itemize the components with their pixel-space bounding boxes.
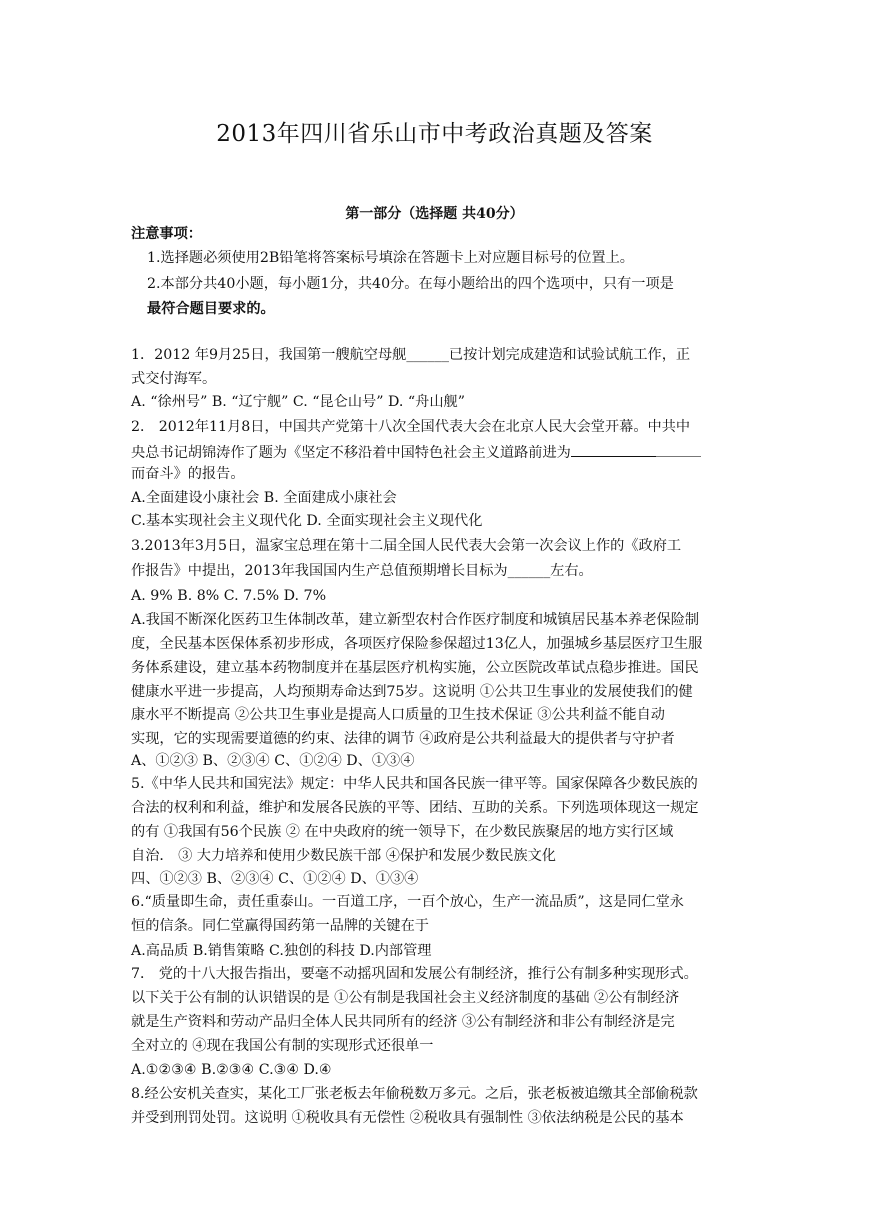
question-line: 合法的权利和利益，维护和发展各民族的平等、团结、互助的关系。下列选项体现这一规定 [131, 800, 699, 816]
option-line: A.①②③④ B.②③④ C.③④ D.④ [131, 1062, 332, 1078]
option-line: 四、①②③ B、②③④ C、①②④ D、①③④ [131, 871, 419, 887]
notes-heading: 注意事项： [131, 226, 202, 242]
option-line: A.高品质 B.销售策略 C.独创的科技 D.内部管理 [131, 943, 432, 959]
question-line: 以下关于公有制的认识错误的是 ①公有制是我国社会主义经济制度的基础 ②公有制经济 [131, 990, 680, 1006]
answer-blank [571, 442, 656, 457]
question-line: 作报告》中提出，2013年我国国内生产总值预期增长目标为______左右。 [131, 563, 593, 579]
option-line: A. 9% B. 8% C. 7.5% D. 7% [131, 588, 327, 604]
answer-blank [656, 442, 701, 457]
question-line: 实现，它的实现需要道德的约束、法律的调节 ④政府是公共利益最大的提供者与守护者 [131, 731, 675, 747]
question-line: 而奋斗》的报告。 [131, 466, 245, 482]
question-line: 7． 党的十八大报告指出，要毫不动摇巩固和发展公有制经济，推行公有制多种实现形式。 [131, 966, 698, 982]
page-title: 2013年四川省乐山市中考政治真题及答案 [216, 121, 653, 147]
question-line: 1．2012 年9月25日，我国第一艘航空母舰______已按计划完成建造和试验试航工作，正 [131, 347, 691, 363]
option-line: A、①②③ B、②③④ C、①②④ D、①③④ [131, 753, 415, 769]
question-line: A.我国不断深化医药卫生体制改革，建立新型农村合作医疗制度和城镇居民基本养老保险制 [131, 612, 700, 628]
question-line: 8.经公安机关查实，某化工厂张老板去年偷税数万多元。之后，张老板被追缴其全部偷税款 [131, 1086, 698, 1102]
question-text: 央总书记胡锦涛作了题为《坚定不移沿着中国特色社会主义道路前进为 [131, 445, 571, 461]
question-line: 康水平不断提高 ②公共卫生事业是提高人口质量的卫生技术保证 ③公共利益不能自动 [131, 707, 665, 723]
question-line: 的有 ①我国有56个民族 ② 在中央政府的统一领导下，在少数民族聚居的地方实行区域 [131, 824, 674, 840]
question-line: 度，全民基本医保体系初步形成，各项医疗保险参保超过13亿人，加强城乡基层医疗卫生服 [131, 636, 703, 652]
question-line: 健康水平进一步提高，人均预期寿命达到75岁。这说明 ①公共卫生事业的发展使我们的健 [131, 684, 693, 700]
note-line: 最符合题目要求的。 [147, 301, 275, 317]
question-line: 恒的信条。同仁堂赢得国药第一品牌的关键在于 [131, 918, 429, 934]
question-line: 并受到刑罚处罚。这说明 ①税收具有无偿性 ②税收具有强制性 ③依法纳税是公民的基本 [131, 1110, 684, 1126]
question-line: 3.2013年3月5日，温家宝总理在第十二届全国人民代表大会第一次会议上作的《政府工 [131, 538, 682, 554]
option-line: C.基本实现社会主义现代化 D. 全面实现社会主义现代化 [131, 513, 483, 529]
question-line: 自治． ③ 大力培养和使用少数民族干部 ④保护和发展少数民族文化 [131, 848, 556, 864]
question-line: 2． 2012年11月8日，中国共产党第十八次全国代表大会在北京人民大会堂开幕。中共中 [131, 419, 691, 435]
question-line: 就是生产资料和劳动产品归全体人民共同所有的经济 ③公有制经济和非公有制经济是完 [131, 1014, 675, 1030]
question-line: 务体系建设，建立基本药物制度并在基层医疗机构实施，公立医院改革试点稳步推进。国民 [131, 660, 699, 676]
note-line: 1.选择题必须使用2B铅笔将答案标号填涂在答题卡上对应题目标号的位置上。 [147, 250, 634, 266]
option-line: A.全面建设小康社会 B. 全面建成小康社会 [131, 490, 397, 506]
option-line: A. “徐州号” B. “辽宁舰” C. “昆仑山号” D. “舟山舰” [131, 394, 465, 410]
note-line: 2.本部分共40小题，每小题1分，共40分。在每小题给出的四个选项中，只有一项是 [147, 276, 674, 292]
question-line: 式交付海军。 [131, 371, 217, 387]
question-line: 5.《中华人民共和国宪法》规定：中华人民共和国各民族一律平等。国家保障各少数民族的 [131, 776, 698, 792]
section-heading: 第一部分（选择题 共40分） [345, 206, 524, 222]
question-line: 全对立的 ④现在我国公有制的实现形式还很单一 [131, 1038, 434, 1054]
question-line [131, 442, 701, 462]
question-line: 6.“质量即生命，责任重泰山。一百道工序，一百个放心，生产一流品质”，这是同仁堂永 [131, 894, 684, 910]
